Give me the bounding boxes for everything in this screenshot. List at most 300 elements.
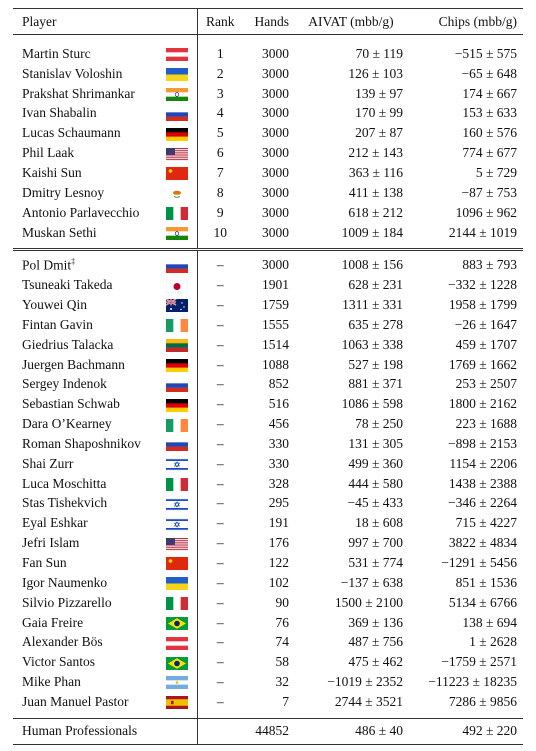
- flag-cell: [157, 414, 197, 434]
- player-name-text: Luca Moschitta: [22, 475, 107, 491]
- cyprus-flag-icon: [166, 187, 188, 200]
- chips-cell: 223 ± 1688: [455, 416, 517, 432]
- player-name-text: Jefri Islam: [22, 535, 80, 551]
- total-hands: 44852: [255, 723, 289, 739]
- player-row: [13, 143, 523, 163]
- rank-cell: –: [197, 375, 243, 395]
- aivat-cell: −137 ± 638: [340, 574, 403, 590]
- russia-flag-icon: [166, 260, 188, 273]
- player-row: [13, 494, 523, 514]
- player-name-text: Martin Sturc: [22, 45, 91, 61]
- player-row: [13, 553, 523, 573]
- chips-cell: −65 ± 648: [461, 65, 517, 81]
- chips-cell: 1 ± 2628: [469, 634, 517, 650]
- aivat-cell: 1500 ± 2100: [334, 594, 403, 610]
- aivat-cell: 207 ± 87: [355, 125, 403, 141]
- flag-cell: [157, 553, 197, 573]
- ireland-flag-icon: [166, 319, 188, 332]
- player-row: [13, 454, 523, 474]
- chips-cell: 851 ± 1536: [455, 574, 517, 590]
- rank-cell: –: [197, 335, 243, 355]
- flag-cell: [157, 613, 197, 633]
- player-row: [13, 672, 523, 692]
- total-label: Human Professionals: [13, 718, 197, 744]
- player-name: [13, 652, 157, 672]
- total-aivat: 486 ± 40: [355, 723, 403, 739]
- flag-cell: [157, 143, 197, 163]
- ranked-players-group: [13, 35, 523, 250]
- spain-flag-icon: [166, 696, 188, 709]
- lithuania-flag-icon: [166, 339, 188, 352]
- player-name: [13, 672, 157, 692]
- rank-cell: –: [197, 434, 243, 454]
- player-row: [13, 632, 523, 652]
- chips-cell: −87 ± 753: [461, 184, 517, 200]
- rank-cell: –: [197, 414, 243, 434]
- chips-cell: −332 ± 1228: [447, 277, 517, 293]
- total-rank: [197, 718, 243, 744]
- chips-cell: 1958 ± 1799: [448, 297, 517, 313]
- player-name: [13, 315, 157, 335]
- aivat-cell: 531 ± 774: [348, 555, 403, 571]
- hands-cell: 1555: [262, 316, 289, 332]
- aivat-cell: 78 ± 250: [355, 416, 403, 432]
- italy-flag-icon: [166, 207, 188, 220]
- aivat-cell: 1008 ± 156: [341, 257, 403, 273]
- flag-cell: [157, 123, 197, 143]
- player-name: [13, 533, 157, 553]
- player-name-text: Juergen Bachmann: [22, 356, 125, 372]
- player-row: [13, 64, 523, 84]
- hands-cell: 1901: [262, 277, 289, 293]
- hands-cell: 7: [282, 693, 289, 709]
- hands-cell: 1759: [262, 297, 289, 313]
- chips-cell: −11223 ± 18235: [428, 674, 517, 690]
- player-row: [13, 573, 523, 593]
- player-name: [13, 104, 157, 124]
- player-name: [13, 375, 157, 395]
- results-table: [13, 8, 523, 745]
- player-row: [13, 123, 523, 143]
- ukraine-flag-icon: [166, 68, 188, 81]
- player-name: [13, 414, 157, 434]
- argentina-flag-icon: [166, 676, 188, 689]
- rank-cell: –: [197, 454, 243, 474]
- unranked-players-group: [13, 250, 523, 718]
- hands-cell: 3000: [262, 164, 289, 180]
- russia-flag-icon: [166, 438, 188, 451]
- india-flag-icon: [166, 88, 188, 101]
- hands-cell: 456: [268, 416, 289, 432]
- hands-cell: 3000: [262, 85, 289, 101]
- player-name: [13, 553, 157, 573]
- aivat-cell: 126 ± 103: [348, 65, 403, 81]
- rank-cell: –: [197, 573, 243, 593]
- player-row: [13, 35, 523, 64]
- flag-cell: [157, 355, 197, 375]
- player-name-text: Dara O’Kearney: [22, 416, 112, 432]
- player-name-text: Victor Santos: [22, 654, 96, 670]
- player-name: [13, 454, 157, 474]
- player-name: [13, 692, 157, 718]
- usa-flag-icon: [166, 538, 188, 551]
- footnote-mark: ‡: [71, 257, 76, 267]
- aivat-cell: 1311 ± 331: [342, 297, 403, 313]
- rank-cell: 7: [197, 163, 243, 183]
- player-name-text: Juan Manuel Pastor: [22, 693, 129, 709]
- flag-cell: [157, 84, 197, 104]
- chips-cell: 3822 ± 4834: [448, 535, 517, 551]
- player-row: [13, 250, 523, 275]
- flag-cell: [157, 533, 197, 553]
- table-footer: [13, 718, 523, 744]
- player-name: [13, 434, 157, 454]
- hands-cell: 76: [275, 614, 289, 630]
- rank-cell: –: [197, 474, 243, 494]
- usa-flag-icon: [166, 148, 188, 161]
- player-name-text: Prakshat Shrimankar: [22, 85, 135, 101]
- rank-cell: –: [197, 513, 243, 533]
- germany-flag-icon: [166, 128, 188, 141]
- aivat-cell: 139 ± 97: [355, 85, 403, 101]
- rank-cell: –: [197, 613, 243, 633]
- flag-cell: [157, 573, 197, 593]
- germany-flag-icon: [166, 359, 188, 372]
- ireland-flag-icon: [166, 419, 188, 432]
- chips-cell: 7286 ± 9856: [448, 693, 517, 709]
- russia-flag-icon: [166, 108, 188, 121]
- rank-cell: –: [197, 692, 243, 718]
- player-name-text: Fan Sun: [22, 555, 67, 571]
- aivat-cell: 70 ± 119: [355, 45, 403, 61]
- player-name: [13, 593, 157, 613]
- hands-cell: 3000: [262, 65, 289, 81]
- rank-cell: 3: [197, 84, 243, 104]
- rank-cell: 9: [197, 203, 243, 223]
- hands-cell: 32: [275, 674, 289, 690]
- israel-flag-icon: [166, 458, 188, 471]
- russia-flag-icon: [166, 379, 188, 392]
- player-name: [13, 275, 157, 295]
- player-name-text: Pol Dmit: [22, 257, 72, 273]
- chips-cell: 1096 ± 962: [455, 204, 517, 220]
- rank-cell: 6: [197, 143, 243, 163]
- hands-cell: 852: [268, 376, 289, 392]
- player-name: [13, 163, 157, 183]
- hands-cell: 1088: [262, 356, 289, 372]
- hands-cell: 3000: [262, 105, 289, 121]
- hands-cell: 3000: [262, 184, 289, 200]
- aivat-cell: 170 ± 99: [355, 105, 403, 121]
- flag-cell: [157, 513, 197, 533]
- hands-cell: 58: [275, 654, 289, 670]
- player-row: [13, 203, 523, 223]
- flag-cell: [157, 163, 197, 183]
- player-name-text: Eyal Eshkar: [22, 515, 88, 531]
- player-name-text: Tsuneaki Takeda: [22, 277, 113, 293]
- chips-cell: −1291 ± 5456: [441, 555, 517, 571]
- player-name: [13, 394, 157, 414]
- china-flag-icon: [166, 167, 188, 180]
- player-row: [13, 613, 523, 633]
- chips-cell: 1800 ± 2162: [448, 396, 517, 412]
- aivat-cell: 369 ± 136: [348, 614, 403, 630]
- player-name-text: Muskan Sethi: [22, 224, 97, 240]
- chips-cell: −26 ± 1647: [454, 316, 517, 332]
- hands-cell: 3000: [262, 224, 289, 240]
- japan-flag-icon: [166, 280, 188, 293]
- rank-cell: 8: [197, 183, 243, 203]
- rank-cell: –: [197, 394, 243, 414]
- player-name-text: Ivan Shabalin: [22, 105, 97, 121]
- player-row: [13, 593, 523, 613]
- player-row: [13, 355, 523, 375]
- rank-cell: 5: [197, 123, 243, 143]
- player-row: [13, 315, 523, 335]
- flag-cell: [157, 434, 197, 454]
- hands-cell: 3000: [262, 204, 289, 220]
- israel-flag-icon: [166, 518, 188, 531]
- flag-cell: [157, 250, 197, 275]
- flag-cell: [157, 315, 197, 335]
- israel-flag-icon: [166, 498, 188, 511]
- rank-cell: 10: [197, 223, 243, 250]
- aivat-cell: 212 ± 143: [348, 145, 403, 161]
- player-row: [13, 394, 523, 414]
- flag-cell: [157, 692, 197, 718]
- player-name: [13, 494, 157, 514]
- player-name: [13, 84, 157, 104]
- aivat-cell: 1009 ± 184: [341, 224, 403, 240]
- hands-cell: 191: [268, 515, 289, 531]
- rank-cell: –: [197, 315, 243, 335]
- germany-flag-icon: [166, 399, 188, 412]
- total-chips: 492 ± 220: [462, 723, 517, 739]
- hands-cell: 516: [268, 396, 289, 412]
- aivat-cell: 881 ± 371: [348, 376, 403, 392]
- player-row: [13, 84, 523, 104]
- player-row: [13, 163, 523, 183]
- player-name-text: Dmitry Lesnoy: [22, 184, 105, 200]
- rank-cell: 4: [197, 104, 243, 124]
- hands-cell: 74: [275, 634, 289, 650]
- flag-cell: [157, 494, 197, 514]
- chips-cell: 1438 ± 2388: [448, 475, 517, 491]
- chips-cell: 1154 ± 2206: [449, 455, 517, 471]
- chips-cell: −898 ± 2153: [447, 435, 517, 451]
- flag-cell: [157, 474, 197, 494]
- total-row: [13, 718, 523, 744]
- chips-cell: 715 ± 4227: [455, 515, 517, 531]
- aivat-cell: 618 ± 212: [348, 204, 403, 220]
- player-name: [13, 573, 157, 593]
- china-flag-icon: [166, 557, 188, 570]
- hands-cell: 3000: [262, 45, 289, 61]
- rank-cell: –: [197, 593, 243, 613]
- chips-cell: 5 ± 729: [475, 164, 517, 180]
- austria-flag-icon: [166, 637, 188, 650]
- chips-cell: −1759 ± 2571: [441, 654, 517, 670]
- flag-cell: [157, 593, 197, 613]
- player-name-text: Roman Shaposhnikov: [22, 435, 141, 451]
- player-row: [13, 414, 523, 434]
- chips-cell: 774 ± 677: [462, 145, 517, 161]
- player-row: [13, 223, 523, 250]
- flag-cell: [157, 375, 197, 395]
- player-name: [13, 203, 157, 223]
- australia-flag-icon: [166, 299, 188, 312]
- hands-cell: 295: [268, 495, 289, 511]
- player-name-text: Igor Naumenko: [22, 574, 108, 590]
- player-row: [13, 275, 523, 295]
- col-header-rank: Rank: [197, 9, 243, 35]
- austria-flag-icon: [166, 48, 188, 61]
- player-row: [13, 474, 523, 494]
- chips-cell: 5134 ± 6766: [448, 594, 517, 610]
- flag-cell: [157, 64, 197, 84]
- player-name: [13, 35, 157, 64]
- hands-cell: 330: [268, 435, 289, 451]
- flag-cell: [157, 223, 197, 250]
- col-header-hands: Hands: [254, 13, 289, 29]
- player-name: [13, 335, 157, 355]
- chips-cell: 883 ± 793: [462, 257, 517, 273]
- chips-cell: −515 ± 575: [454, 45, 517, 61]
- hands-cell: 3000: [262, 145, 289, 161]
- rank-cell: –: [197, 250, 243, 275]
- player-name: [13, 513, 157, 533]
- player-name: [13, 123, 157, 143]
- player-name: [13, 250, 157, 275]
- aivat-cell: 499 ± 360: [348, 455, 403, 471]
- chips-cell: 253 ± 2507: [455, 376, 517, 392]
- player-row: [13, 104, 523, 124]
- flag-cell: [157, 295, 197, 315]
- aivat-cell: 1086 ± 598: [341, 396, 403, 412]
- player-name-text: Phil Laak: [22, 145, 75, 161]
- aivat-cell: 444 ± 580: [348, 475, 403, 491]
- player-name-text: Silvio Pizzarello: [22, 594, 112, 610]
- hands-cell: 3000: [262, 125, 289, 141]
- aivat-cell: −45 ± 433: [347, 495, 403, 511]
- player-name-text: Giedrius Talacka: [22, 336, 114, 352]
- player-name-text: Mike Phan: [22, 674, 81, 690]
- player-name: [13, 64, 157, 84]
- flag-cell: [157, 183, 197, 203]
- aivat-cell: −1019 ± 2352: [327, 674, 403, 690]
- chips-cell: 1769 ± 1662: [448, 356, 517, 372]
- aivat-cell: 635 ± 278: [348, 316, 403, 332]
- aivat-cell: 628 ± 231: [348, 277, 403, 293]
- italy-flag-icon: [166, 478, 188, 491]
- player-row: [13, 183, 523, 203]
- player-row: [13, 295, 523, 315]
- col-header-chips: Chips (mbb/g): [438, 13, 517, 29]
- aivat-cell: 527 ± 198: [348, 356, 403, 372]
- player-name: [13, 632, 157, 652]
- hands-cell: 3000: [262, 257, 289, 273]
- rank-cell: –: [197, 295, 243, 315]
- chips-cell: 174 ± 667: [462, 85, 517, 101]
- flag-cell: [157, 394, 197, 414]
- player-name-text: Fintan Gavin: [22, 316, 93, 332]
- player-row: [13, 652, 523, 672]
- player-name: [13, 613, 157, 633]
- player-row: [13, 375, 523, 395]
- aivat-cell: 18 ± 608: [355, 515, 403, 531]
- player-row: [13, 335, 523, 355]
- flag-cell: [157, 335, 197, 355]
- col-header-aivat: AIVAT (mbb/g): [308, 13, 394, 29]
- col-header-player: Player: [13, 9, 197, 35]
- player-row: [13, 434, 523, 454]
- rank-cell: –: [197, 553, 243, 573]
- chips-cell: 459 ± 1707: [455, 336, 517, 352]
- hands-cell: 90: [275, 594, 289, 610]
- player-name-text: Gaia Freire: [22, 614, 84, 630]
- aivat-cell: 487 ± 756: [348, 634, 403, 650]
- rank-cell: 2: [197, 64, 243, 84]
- flag-cell: [157, 203, 197, 223]
- hands-cell: 330: [268, 455, 289, 471]
- chips-cell: 160 ± 576: [462, 125, 517, 141]
- india-flag-icon: [166, 227, 188, 240]
- player-name: [13, 355, 157, 375]
- rank-cell: –: [197, 533, 243, 553]
- aivat-cell: 411 ± 138: [348, 184, 403, 200]
- aivat-cell: 997 ± 700: [348, 535, 403, 551]
- brazil-flag-icon: [166, 657, 188, 670]
- chips-cell: 2144 ± 1019: [448, 224, 517, 240]
- player-row: [13, 692, 523, 718]
- chips-cell: −346 ± 2264: [447, 495, 517, 511]
- player-name-text: Sebastian Schwab: [22, 396, 120, 412]
- player-name: [13, 295, 157, 315]
- player-name: [13, 474, 157, 494]
- aivat-cell: 363 ± 116: [348, 164, 403, 180]
- flag-cell: [157, 652, 197, 672]
- player-name-text: Lucas Schaumann: [22, 125, 121, 141]
- player-name-text: Sergey Indenok: [22, 376, 107, 392]
- brazil-flag-icon: [166, 617, 188, 630]
- player-name-text: Stas Tishekvich: [22, 495, 108, 511]
- flag-cell: [157, 104, 197, 124]
- aivat-cell: 1063 ± 338: [341, 336, 403, 352]
- aivat-cell: 475 ± 462: [348, 654, 403, 670]
- chips-cell: 153 ± 633: [462, 105, 517, 121]
- player-name-text: Alexander Bös: [22, 634, 103, 650]
- flag-cell: [157, 275, 197, 295]
- hands-cell: 102: [268, 574, 289, 590]
- player-row: [13, 533, 523, 553]
- aivat-cell: 131 ± 305: [348, 435, 403, 451]
- player-name: [13, 183, 157, 203]
- rank-cell: –: [197, 632, 243, 652]
- flag-cell: [157, 672, 197, 692]
- aivat-cell: 2744 ± 3521: [334, 693, 403, 709]
- player-name-text: Stanislav Voloshin: [22, 65, 123, 81]
- rank-cell: –: [197, 494, 243, 514]
- player-name: [13, 223, 157, 250]
- flag-cell: [157, 632, 197, 652]
- ukraine-flag-icon: [166, 577, 188, 590]
- hands-cell: 176: [268, 535, 289, 551]
- rank-cell: –: [197, 652, 243, 672]
- player-name-text: Youwei Qin: [22, 297, 88, 313]
- rank-cell: –: [197, 672, 243, 692]
- chips-cell: 138 ± 694: [462, 614, 517, 630]
- player-name-text: Kaishi Sun: [22, 164, 82, 180]
